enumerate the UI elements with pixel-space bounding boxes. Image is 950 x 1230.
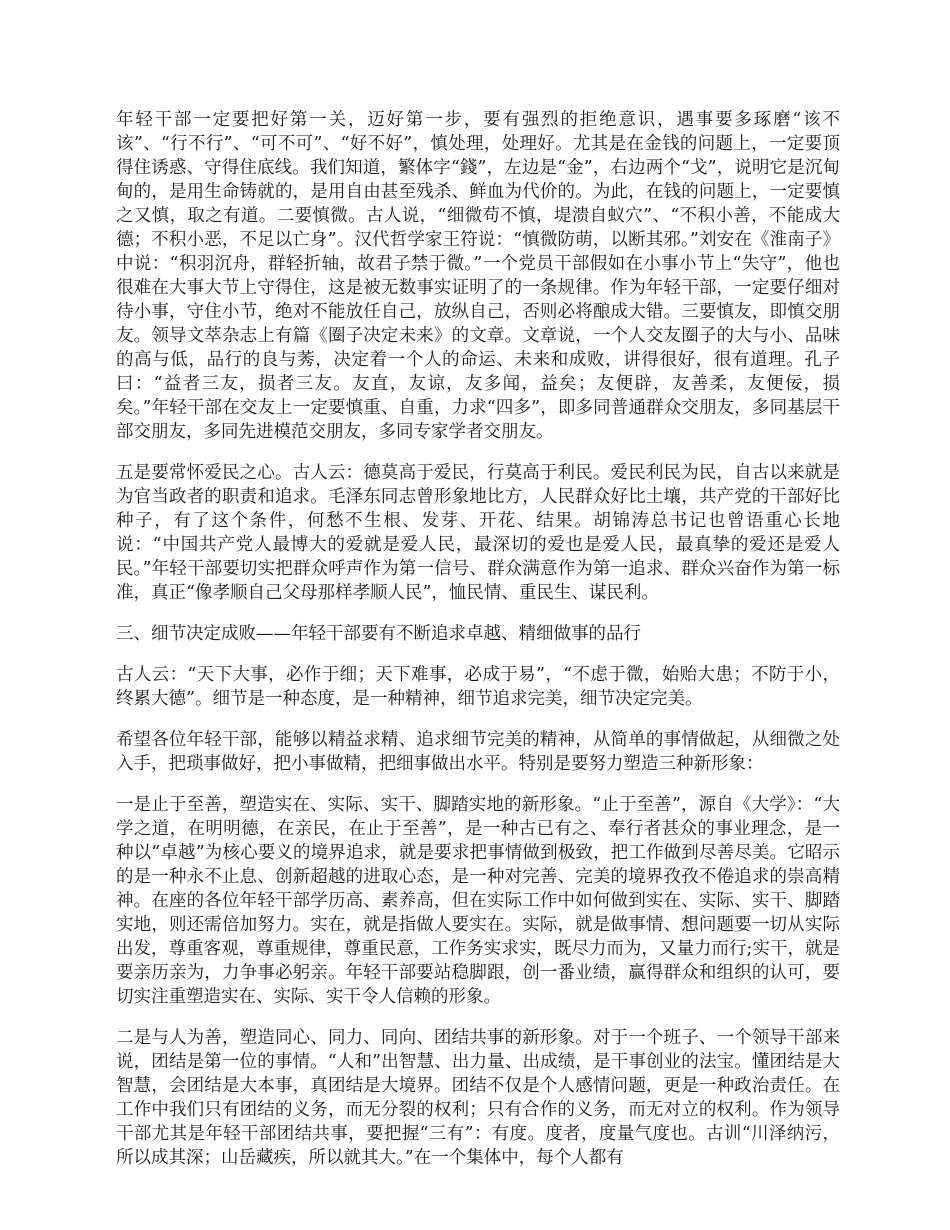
paragraph-ancient-saying: 古人云：“天下大事，必作于细；天下难事，必成于易”，“不虑于微，始贻大患；不防于小，终累大德”。细节是一种态度，是一种精神，细节追求完美，细节决定完美。 <box>116 665 840 709</box>
document-body <box>116 108 840 1187</box>
paragraph-hope: 希望各位年轻干部，能够以精益求精、追求细节完美的精神，从简单的事情做起，从细微之处入手，把琐事做好，把小事做精，把细事做出水平。特别是要努力塑造三种新形象： <box>116 730 840 774</box>
paragraph-prudence-friends: 年轻干部一定要把好第一关，迈好第一步，要有强烈的拒绝意识，遇事要多琢磨“该不该”、“行不行”、“可不可”、“好不好”，慎处理，处理好。尤其是在金钱的问题上，一定要顶得住诱惑、守得住底线。我们知道，繁体字“錢”，左边是“金”，右边两个“戈”，说明它是沉甸甸的，是用生命铸就的，是用自由甚至残杀、鲜血为代价的。为此，在钱的问题上，一定要慎之又慎，取之有道。二要慎微。古人说，“细微苟不慎，堤溃自蚁穴”、“不积小善，不能成大德；不积小恶，不足以亡身”。汉代哲学家王符说：“慎微防萌，以断其邪。”刘安在《淮南子》中说：“积羽沉舟，群轻折轴，故君子禁于微。”一个党员干部假如在小事小节上“失守”，他也很难在大事大节上守得住，这是被无数事实证明了的一条规律。作为年轻干部，一定要仔细对待小事，守住小节，绝对不能放任自己，放纵自己，否则必将酿成大错。三要慎友，即慎交朋友。领导文萃杂志上有篇《圈子决定未来》的文章。文章说，一个人交友圈子的大与小、品味的高与低，品行的良与莠，决定着一个人的命运、未来和成败，讲得很好，很有道理。孔子曰：“益者三友，损者三友。友直，友谅，友多闻，益矣；友便辟，友善柔，友便佞，损矣。”年轻干部在交友上一定要慎重、自重，力求“四多”，即多同普通群众交朋友，多同基层干部交朋友，多同先进模范交朋友，多同专家学者交朋友。 <box>116 110 840 442</box>
paragraph-first-image: 一是止于至善，塑造实在、实际、实干、脚踏实地的新形象。“止于至善”，源自《大学》：“大学之道，在明明德，在亲民，在止于至善”，是一种古已有之、奉行者甚众的事业理念，是一种以“卓越”为核心要义的境界追求，就是要求把事情做到极致，把工作做到尽善尽美。它昭示的是一种永不止息、创新超越的进取心态，是一种对完善、完美的境界孜孜不倦追求的崇高精神。在座的各位年轻干部学历高、素养高，但在实际工作中如何做到实在、实际、实干、脚踏实地，则还需倍加努力。实在，就是指做人要实在。实际，就是做事情、想问题要一切从实际出发，尊重客观，尊重规律，尊重民意，工作务实求实，既尽力而为，又量力而行;实干，就是要亲历亲为，力争事必躬亲。年轻干部要站稳脚跟，创一番业绩，赢得群众和组织的认可，要切实注重塑造实在、实际、实干令人信赖的形象。 <box>116 795 840 1007</box>
paragraph-second-image: 二是与人为善，塑造同心、同力、同向、团结共事的新形象。对于一个班子、一个领导干部来说，团结是第一位的事情。“人和”出智慧、出力量、出成绩，是干事创业的法宝。懂团结是大智慧，会团结是大本事，真团结是大境界。团结不仅是个人感情问题，更是一种政治责任。在工作中我们只有团结的义务，而无分裂的权利；只有合作的义务，而无对立的权利。作为领导干部尤其是年轻干部团结共事，要把握“三有”：有度。度者，度量气度也。古训“川泽纳污，所以成其深；山岳藏疾，所以就其大。”在一个集体中，每个人都有 <box>116 1028 840 1168</box>
section-heading-details: 三、细节决定成败——年轻干部要有不断追求卓越、精细做事的品行 <box>116 624 641 644</box>
paragraph-love-people: 五是要常怀爱民之心。古人云：德莫高于爱民，行莫高于利民。爱民利民为民，自古以来就是为官当政者的职责和追求。毛泽东同志曾形象地比方，人民群众好比土壤，共产党的干部好比种子，有了这个条件，何愁不生根、发芽、开花、结果。胡锦涛总书记也曾语重心长地说：“中国共产党人最博大的爱就是爱人民，最深切的爱也是爱人民，最真挚的爱还是爱人民。”年轻干部要切实把群众呼声作为第一信号、群众满意作为第一追求、群众兴奋作为第一标准，真正“像孝顺自己父母那样孝顺人民”，恤民情、重民生、谋民利。 <box>116 463 840 603</box>
